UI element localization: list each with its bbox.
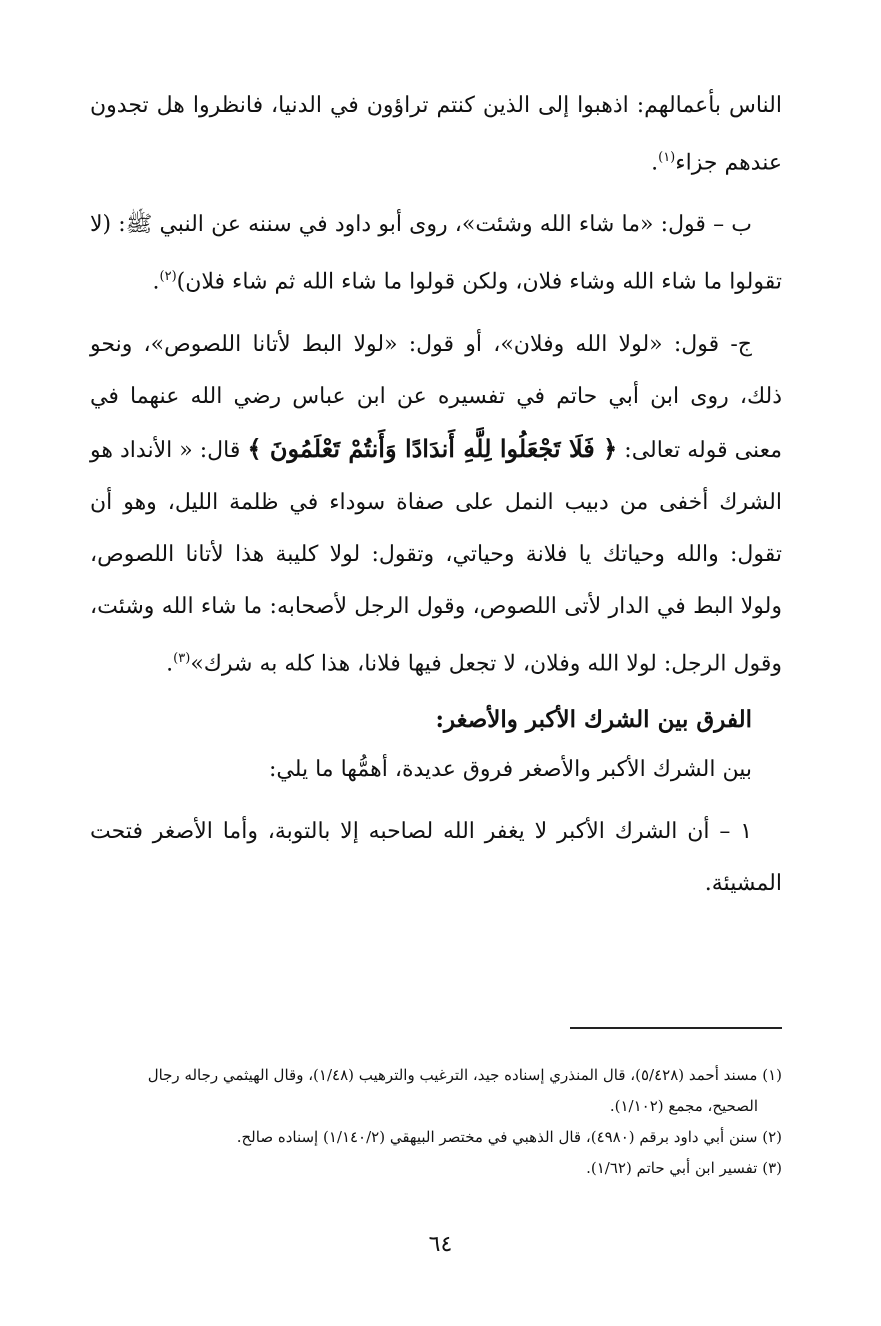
footnote-2: (٢) سنن أبي داود برقم (٤٩٨٠)، قال الذهبي في مختصر البيهقي (١/١٤٠/٢) إسناده صالح. xyxy=(236,1128,782,1146)
paragraph-3 xyxy=(90,319,782,690)
paragraph-1-end: . xyxy=(651,150,659,176)
paragraph-1-text: الناس بأعمالهم: اذهبوا إلى الذين كنتم تراؤون في الدنيا، فانظروا هل تجدون عندهم جزاء xyxy=(90,93,782,176)
footnote-ref-3[interactable]: (٣) xyxy=(173,650,191,666)
paragraph-4: بين الشرك الأكبر والأصغر فروق عديدة، أهمُّها ما يلي: xyxy=(268,756,752,782)
paragraph-3-text-a: ج- قول: «لولا الله وفلان»، أو قول: «لولا البط لأتانا اللصوص»، ونحو ذلك، روى ابن أبي حاتم في تفسيره عن ابن عباس رضي الله عنهما في معنى قوله تعالى: xyxy=(90,331,783,463)
paragraph-3-text-b: قال: « الأنداد هو الشرك أخفى من دبيب النمل على صفاة سوداء في ظلمة الليل، وهو أن تقول: والله وحياتك يا فلانة وحياتي، وتقول: لولا كليبة هذا لأتانا اللصوص، ولولا البط في الدار لأتى اللصوص، وقول الرجل لأصحابه: ما شاء الله وشئت، وقول الرجل: لولا الله وفلان، لا تجعل فيها فلانا، هذا كله به شرك» xyxy=(90,437,782,676)
footnote-ref-1[interactable]: (١) xyxy=(658,150,676,165)
section-heading: الفرق بين الشرك الأكبر والأصغر: xyxy=(435,705,752,733)
paragraph-3-end: . xyxy=(166,650,174,676)
footnote-ref-2[interactable]: (٢) xyxy=(159,269,177,285)
paragraph-5: ١ – أن الشرك الأكبر لا يغفر الله لصاحبه إلا بالتوبة، وأما الأصغر فتحت المشيئة. xyxy=(90,818,782,896)
quran-verse: ﴿ فَلَا تَجْعَلُوا لِلَّهِ أَندَادًا وَأَنتُمْ تَعْلَمُونَ ﴾ xyxy=(247,433,618,463)
footnote-3: (٣) تفسير ابن أبي حاتم (١/٦٢). xyxy=(586,1159,782,1177)
page-number: ٦٤ xyxy=(428,1232,453,1257)
paragraph-2-text: ب – قول: «ما شاء الله وشئت»، روى أبو داود في سننه عن النبي ﷺ: (لا تقولوا ما شاء الله وشاء فلان، ولكن قولوا ما شاء الله ثم شاء فلان) xyxy=(90,212,782,295)
footnotes xyxy=(90,1060,782,1184)
page-body xyxy=(90,80,782,916)
paragraph-2-end: . xyxy=(152,269,160,295)
footnote-divider xyxy=(570,1027,782,1029)
footnote-1-continued: الصحيح، مجمع (١/١٠٢). xyxy=(609,1097,758,1115)
footnote-1: (١) مسند أحمد (٥/٤٢٨)، قال المنذري إسناده جيد، الترغيب والترهيب (١/٤٨)، وقال الهيثمي رجاله رجال xyxy=(147,1066,782,1084)
paragraph-2 xyxy=(90,199,782,308)
paragraph-1 xyxy=(90,80,782,189)
